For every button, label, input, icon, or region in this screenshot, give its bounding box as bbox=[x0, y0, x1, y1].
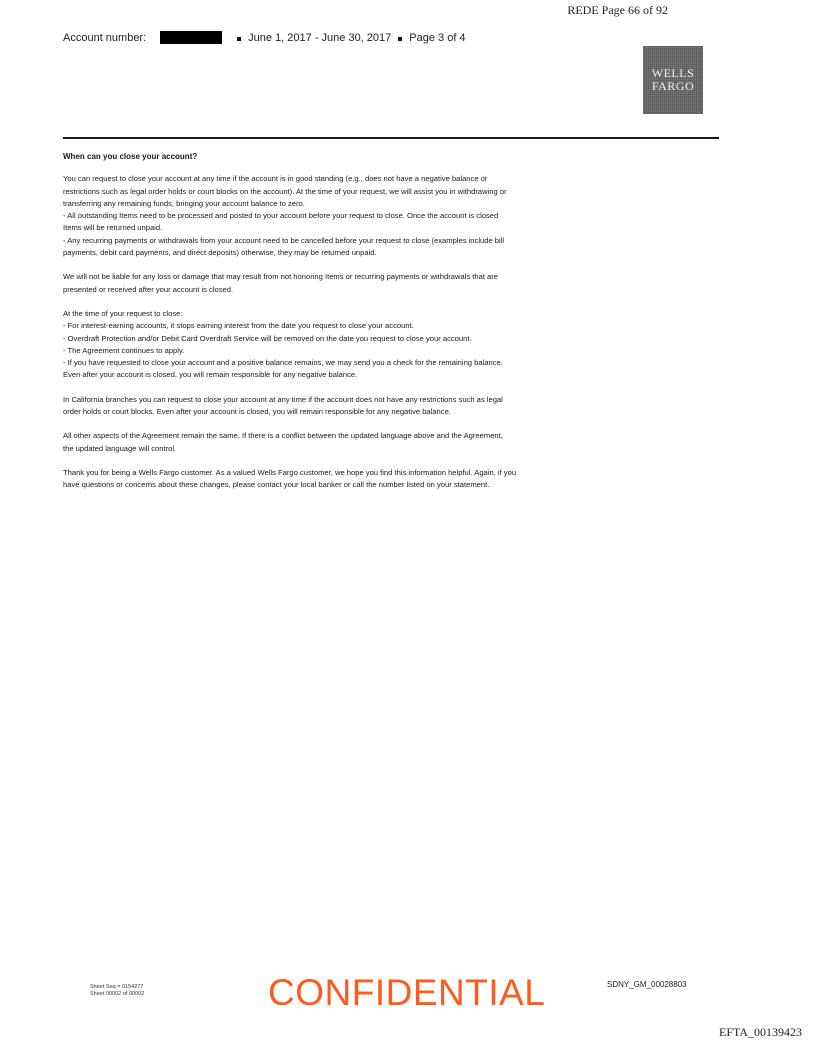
text-line: At the time of your request to close: bbox=[63, 308, 183, 318]
confidential-stamp: CONFIDENTIAL bbox=[268, 972, 546, 1013]
account-header bbox=[63, 31, 466, 44]
text-line: transferring any remaining funds, bringing your account balance to zero. bbox=[63, 198, 305, 208]
text-line: All other aspects of the Agreement remain the same. If there is a conflict between the updated language above and the Agreement, bbox=[63, 431, 503, 441]
redacted-account-number bbox=[160, 31, 222, 44]
text-line: - If you have requested to close your account and a positive balance remains, we may send you a check for the remaining balance. bbox=[63, 358, 503, 368]
text-line: - Overdraft Protection and/or Debit Card Overdraft Service will be removed on the date you request to close your account. bbox=[63, 333, 472, 343]
text-line: - The Agreement continues to apply. bbox=[63, 345, 185, 355]
paragraph-thank-you bbox=[63, 467, 663, 492]
paragraph-california bbox=[63, 394, 663, 419]
sheet-count: Sheet 00002 of 00002 bbox=[90, 991, 145, 997]
text-line: Even after your account is closed, you will remain responsible for any negative balance. bbox=[63, 370, 358, 380]
paragraph-agreement bbox=[63, 430, 663, 455]
statement-body bbox=[63, 151, 663, 504]
bullet-separator bbox=[398, 37, 402, 41]
sheet-sequence-info bbox=[90, 984, 144, 998]
section-title: When can you close your account? bbox=[63, 152, 198, 161]
efta-number: EFTA_00139423 bbox=[719, 1025, 803, 1039]
text-line: restrictions such as legal order holds or court blocks on the account). At the time of your request, we will assist you in withdrawing or bbox=[63, 186, 507, 196]
page-reference: REDE Page 66 of 92 bbox=[567, 3, 668, 17]
text-line: Thank you for being a Wells Fargo customer. As a valued Wells Fargo customer, we hope you find this information helpful. Again, if you bbox=[63, 467, 517, 477]
section-divider bbox=[63, 137, 719, 139]
bullet-separator bbox=[237, 37, 241, 41]
paragraph-closing-eligibility bbox=[63, 173, 663, 259]
account-number-label: Account number: bbox=[63, 31, 147, 44]
statement-date-range: June 1, 2017 - June 30, 2017 bbox=[248, 31, 392, 44]
text-line: payments, debit card payments, and direct deposits) otherwise, they may be returned unpaid. bbox=[63, 248, 377, 258]
statement-page-number: Page 3 of 4 bbox=[409, 31, 466, 44]
text-line: We will not be liable for any loss or damage that may result from not honoring Items or recurring payments or withdrawals that are bbox=[63, 272, 499, 282]
text-line: In California branches you can request to close your account at any time if the account does not have any restrictions such as legal bbox=[63, 394, 503, 404]
sheet-seq: Sheet Seq = 0154277 bbox=[90, 984, 144, 990]
text-line: Items will be returned unpaid. bbox=[63, 223, 163, 233]
text-line: - All outstanding Items need to be processed and posted to your account before your request to close. Once the account is closed bbox=[63, 211, 499, 221]
text-line: - For interest-earning accounts, it stops earning interest from the date you request to close your account. bbox=[63, 321, 414, 331]
logo-line-2: FARGO bbox=[651, 79, 695, 93]
text-line: have questions or concerns about these changes, please contact your local banker or call the number listed on your statement. bbox=[63, 480, 490, 490]
paragraph-at-time-of-request bbox=[63, 308, 663, 382]
wells-fargo-logo bbox=[643, 46, 703, 114]
logo-line-1: WELLS bbox=[651, 66, 695, 80]
text-line: presented or received after your account is closed. bbox=[63, 284, 234, 294]
text-line: the updated language will control. bbox=[63, 443, 177, 453]
text-line: You can request to close your account at any time if the account is in good standing (e.g., does not have a negative balance or bbox=[63, 174, 488, 184]
text-line: - Any recurring payments or withdrawals from your account need to be cancelled before your request to close (examples include bill bbox=[63, 235, 505, 245]
bates-number: SDNY_GM_00028803 bbox=[607, 980, 687, 989]
text-line: order holds or court blocks. Even after your account is closed, you will remain responsible for any negative balance. bbox=[63, 407, 451, 417]
paragraph-liability bbox=[63, 271, 663, 296]
